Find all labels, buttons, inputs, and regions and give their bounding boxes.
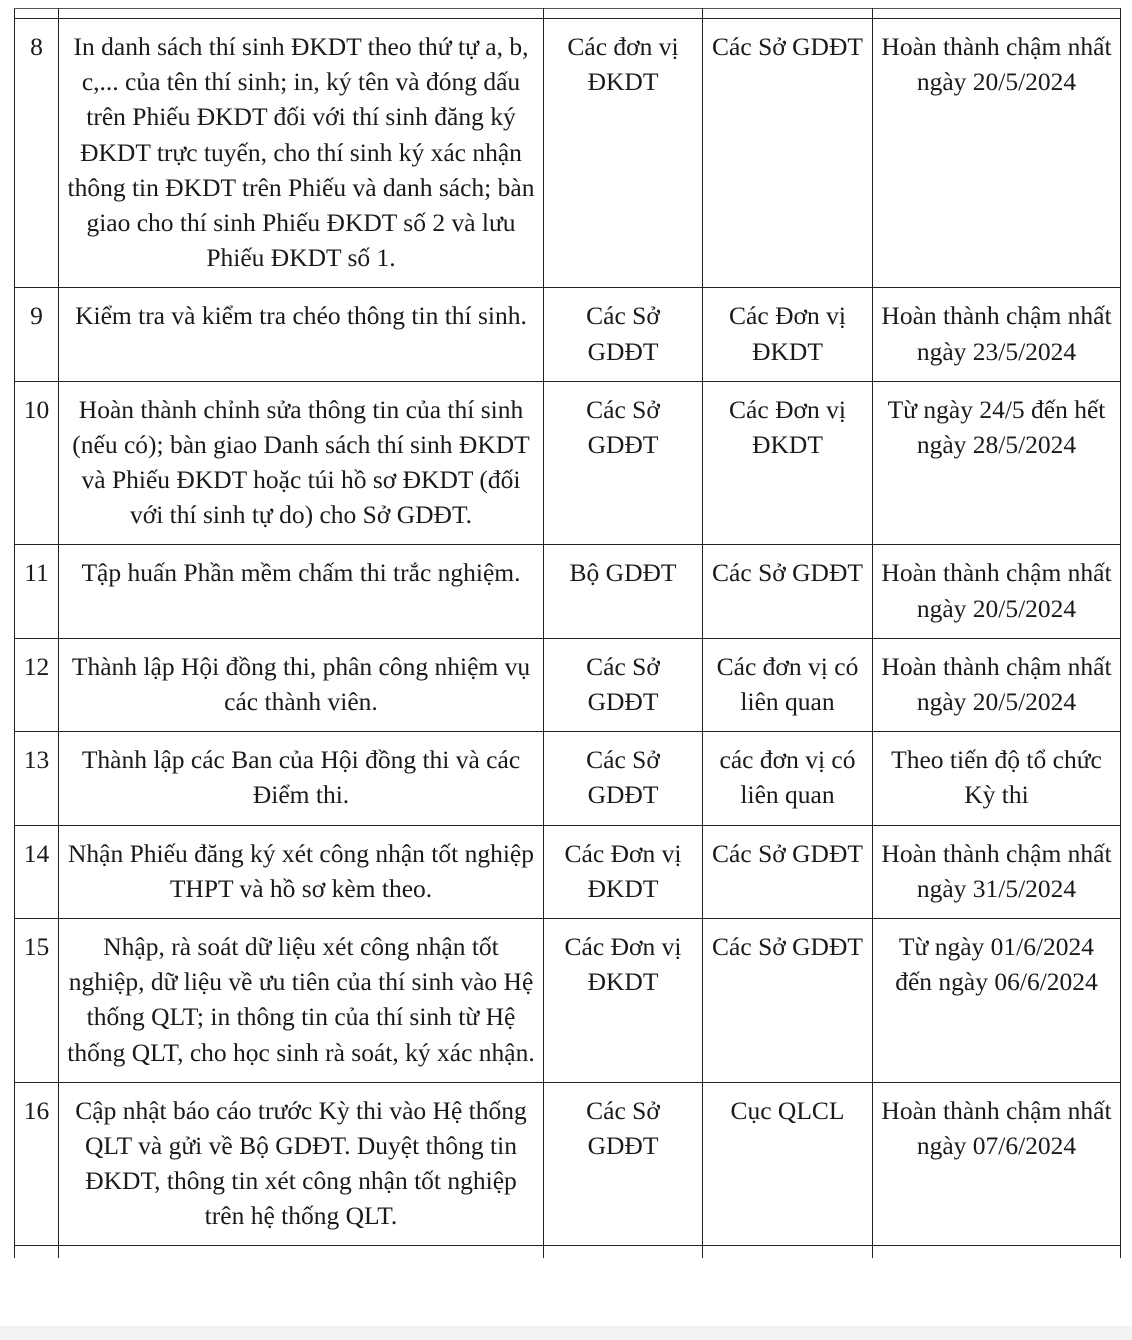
cell-coordinator — [703, 1082, 873, 1246]
coordinating-unit: Các Sở GDĐT — [712, 838, 863, 868]
cell-task — [59, 732, 544, 825]
row-number: 16 — [23, 1095, 50, 1125]
timing: Hoàn thành chậm nhất ngày 23/5/2024 — [881, 301, 1112, 366]
cell-timing — [873, 545, 1121, 638]
cell-task — [59, 1246, 544, 1259]
cell-primary — [544, 19, 703, 288]
row-number: 15 — [23, 931, 50, 961]
row-number: 13 — [23, 745, 50, 775]
timing: Từ ngày 24/5 đến hết ngày 28/5/2024 — [887, 394, 1106, 459]
cell-task — [59, 1082, 544, 1246]
cell-timing — [873, 381, 1121, 545]
cell-coordinator — [703, 19, 873, 288]
table-row — [15, 918, 1121, 1082]
cell-primary — [544, 1082, 703, 1246]
primary-unit: Các Đơn vị ĐKDT — [564, 931, 682, 997]
cell-no — [15, 545, 59, 638]
primary-unit: Các Sở GDĐT — [586, 651, 660, 716]
cell-coordinator — [703, 545, 873, 638]
cell-coordinator — [703, 825, 873, 918]
cell-no — [15, 732, 59, 825]
cell-timing — [873, 288, 1121, 381]
timing: Hoàn thành chậm nhất ngày 20/5/2024 — [881, 558, 1112, 623]
cell-task — [59, 918, 544, 1082]
timing: Theo tiến độ tổ chức Kỳ thi — [891, 745, 1102, 810]
cell-coordinator — [703, 381, 873, 545]
row-number: 10 — [23, 394, 50, 424]
table-row-partial-bottom — [15, 1246, 1121, 1259]
cell-timing — [873, 9, 1121, 19]
page-bottom-margin — [0, 1326, 1132, 1340]
cell-primary — [544, 825, 703, 918]
cell-primary — [544, 1246, 703, 1259]
table-row — [15, 288, 1121, 381]
cell-no — [15, 9, 59, 19]
timing: Hoàn thành chậm nhất ngày 07/6/2024 — [881, 1095, 1112, 1160]
primary-unit: Các Sở GDĐT — [586, 1095, 660, 1160]
cell-timing — [873, 19, 1121, 288]
primary-unit: Các Sở GDĐT — [586, 394, 660, 459]
coordinating-unit: Các Sở GDĐT — [712, 558, 863, 588]
cell-primary — [544, 638, 703, 731]
cell-coordinator — [703, 918, 873, 1082]
coordinating-unit: Cục QLCL — [730, 1095, 845, 1125]
cell-timing — [873, 1246, 1121, 1259]
cell-timing — [873, 638, 1121, 731]
table-row — [15, 732, 1121, 825]
task-description: Nhận Phiếu đăng ký xét công nhận tốt nghiệp THPT và hồ sơ kèm theo. — [68, 838, 534, 903]
table-row — [15, 638, 1121, 731]
task-description: Tập huấn Phần mềm chấm thi trắc nghiệm. — [81, 558, 521, 588]
cell-timing — [873, 1082, 1121, 1246]
cell-primary — [544, 288, 703, 381]
cell-no — [15, 381, 59, 545]
table-row — [15, 825, 1121, 918]
task-description: In danh sách thí sinh ĐKDT theo thứ tự a, b, c,... của tên thí sinh; in, ký tên và đóng dấu trên Phiếu ĐKDT đối với thí sinh đăng ký ĐKDT trực tuyến, cho thí sinh ký xác nhận thông tin ĐKDT trên Phiếu và danh sách; bàn giao cho thí sinh Phiếu ĐKDT số 2 và lưu Phiếu ĐKDT số 1. — [67, 32, 535, 273]
task-description: Nhập, rà soát dữ liệu xét công nhận tốt nghiệp, dữ liệu về ưu tiên của thí sinh vào Hệ thống QLT; in thông tin của thí sinh từ Hệ thống QLT, cho học sinh rà soát, ký xác nhận. — [67, 931, 535, 1067]
cell-coordinator — [703, 9, 873, 19]
cell-primary — [544, 918, 703, 1082]
coordinating-unit: Các Đơn vị ĐKDT — [729, 301, 846, 366]
cell-coordinator — [703, 732, 873, 825]
cell-coordinator — [703, 1246, 873, 1259]
cell-no — [15, 825, 59, 918]
cell-task — [59, 288, 544, 381]
cell-primary — [544, 9, 703, 19]
task-description: Kiểm tra và kiểm tra chéo thông tin thí sinh. — [75, 301, 527, 331]
table-row — [15, 19, 1121, 288]
task-description: Thành lập Hội đồng thi, phân công nhiệm vụ các thành viên. — [71, 651, 531, 716]
primary-unit: Các Sở GDĐT — [586, 301, 660, 366]
cell-timing — [873, 918, 1121, 1082]
cell-no — [15, 288, 59, 381]
cell-task — [59, 545, 544, 638]
cell-timing — [873, 732, 1121, 825]
timing: Từ ngày 01/6/2024 đến ngày 06/6/2024 — [895, 931, 1098, 997]
cell-primary — [544, 545, 703, 638]
coordinating-unit: Các đơn vị có liên quan — [716, 651, 859, 716]
primary-unit: Bộ GDĐT — [569, 558, 677, 588]
cell-task — [59, 381, 544, 545]
task-description: Cập nhật báo cáo trước Kỳ thi vào Hệ thống QLT và gửi về Bộ GDĐT. Duyệt thông tin ĐKDT, thông tin xét công nhận tốt nghiệp trên hệ thống QLT. — [75, 1095, 527, 1231]
cell-primary — [544, 732, 703, 825]
cell-task — [59, 638, 544, 731]
cell-task — [59, 19, 544, 288]
coordinating-unit: Các Sở GDĐT — [712, 32, 863, 61]
cell-no — [15, 1246, 59, 1259]
task-description: Hoàn thành chỉnh sửa thông tin của thí sinh (nếu có); bàn giao Danh sách thí sinh ĐKDT và Phiếu ĐKDT hoặc túi hồ sơ ĐKDT (đối với thí sinh tự do) cho Sở GDĐT. — [72, 394, 530, 530]
row-number: 12 — [23, 651, 50, 681]
row-number: 9 — [30, 301, 43, 331]
schedule-table — [14, 8, 1121, 1258]
primary-unit: Các Đơn vị ĐKDT — [564, 838, 682, 903]
timing: Hoàn thành chậm nhất ngày 20/5/2024 — [881, 32, 1112, 97]
cell-coordinator — [703, 638, 873, 731]
cell-timing — [873, 825, 1121, 918]
coordinating-unit: Các Sở GDĐT — [712, 931, 863, 961]
coordinating-unit: Các Đơn vị ĐKDT — [729, 394, 846, 459]
cell-no — [15, 19, 59, 288]
cell-task — [59, 825, 544, 918]
table-row — [15, 545, 1121, 638]
table-row — [15, 1082, 1121, 1246]
row-number: 8 — [30, 32, 43, 61]
task-description: Thành lập các Ban của Hội đồng thi và các Điểm thi. — [81, 745, 521, 810]
cell-no — [15, 638, 59, 731]
timing: Hoàn thành chậm nhất ngày 31/5/2024 — [881, 838, 1112, 903]
primary-unit: Các Sở GDĐT — [586, 745, 660, 810]
cell-no — [15, 918, 59, 1082]
row-number: 14 — [23, 838, 50, 868]
cell-task — [59, 9, 544, 19]
table-row — [15, 381, 1121, 545]
cell-primary — [544, 381, 703, 545]
primary-unit: Các đơn vị ĐKDT — [567, 32, 679, 97]
schedule-table-body — [15, 9, 1121, 1259]
row-number: 11 — [24, 558, 49, 588]
timing: Hoàn thành chậm nhất ngày 20/5/2024 — [881, 651, 1112, 716]
cell-coordinator — [703, 288, 873, 381]
cell-no — [15, 1082, 59, 1246]
coordinating-unit: các đơn vị có liên quan — [719, 745, 856, 810]
table-row-partial-top — [15, 9, 1121, 19]
